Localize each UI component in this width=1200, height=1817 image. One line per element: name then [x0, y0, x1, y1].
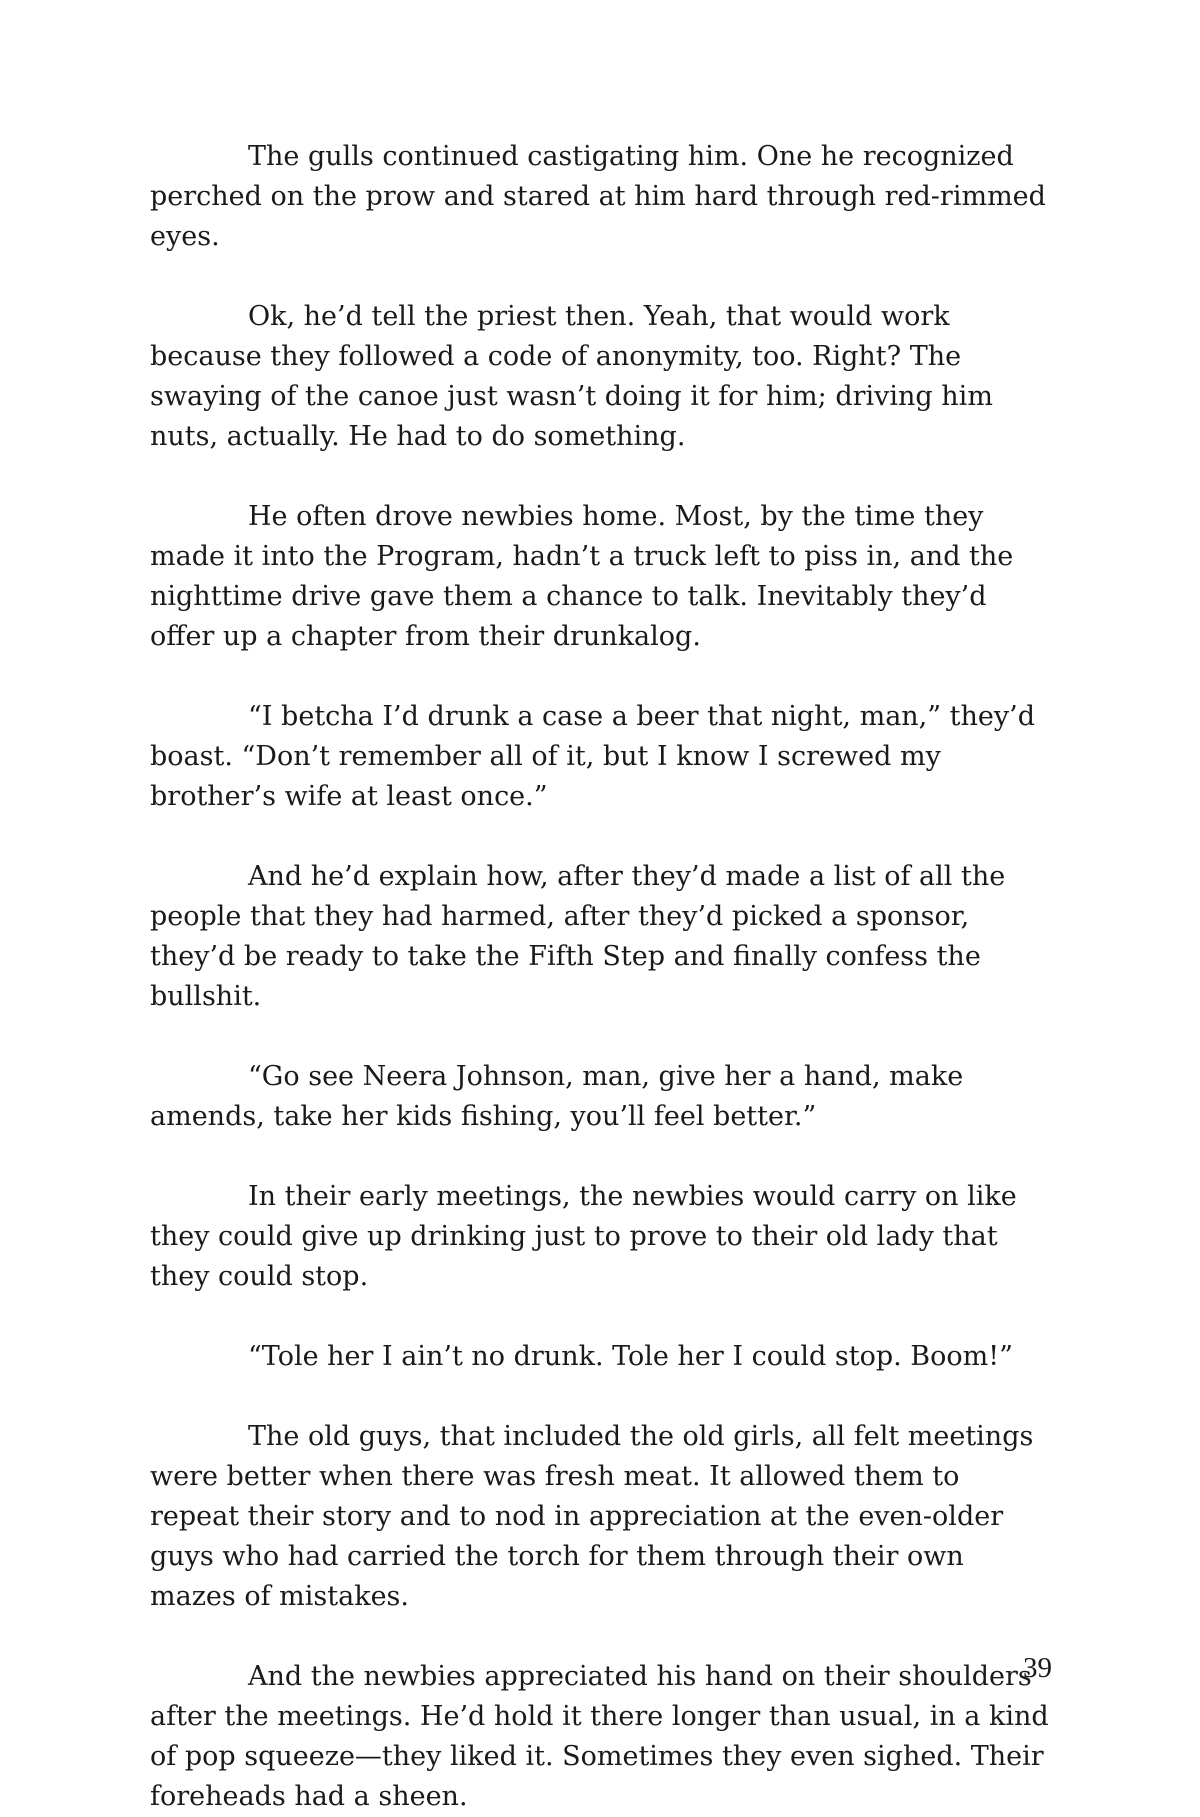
- paragraph: “I betcha I’d drunk a case a beer that night, man,” they’d boast. “Don’t remember all of it, but I know I screwed my brother’s wife at least once.”: [150, 701, 1035, 812]
- paragraph: And the newbies appreciated his hand on their shoulders after the meetings. He’d hold it there longer than usual, in a kind of pop squeeze—they liked it. Sometimes they even sighed. Their foreheads had a sheen.: [150, 1661, 1049, 1812]
- body-text: [150, 137, 1050, 1817]
- paragraph: Ok, he’d tell the priest then. Yeah, that would work because they followed a code of anonymity, too. Right? The swaying of the canoe just wasn’t doing it for him; driving him nuts, actually. He had to do something.: [150, 301, 993, 452]
- paragraph: And he’d explain how, after they’d made a list of all the people that they had harmed, after they’d picked a sponsor, they’d be ready to take the Fifth Step and finally confess the bullshit.: [150, 861, 1006, 1012]
- paragraph: “Go see Neera Johnson, man, give her a hand, make amends, take her kids fishing, you’ll feel better.”: [150, 1061, 964, 1132]
- paragraph: “Tole her I ain’t no drunk. Tole her I could stop. Boom!”: [248, 1341, 1013, 1372]
- paragraph: The old guys, that included the old girls, all felt meetings were better when there was fresh meat. It allowed them to repeat their story and to nod in appreciation at the even-older guys who had carried the torch for them through their own mazes of mistakes.: [150, 1421, 1034, 1612]
- paragraph: In their early meetings, the newbies would carry on like they could give up drinking just to prove to their old lady that they could stop.: [150, 1181, 1017, 1292]
- page-number: 39: [1023, 1652, 1052, 1684]
- paragraph: The gulls continued castigating him. One he recognized perched on the prow and stared at him hard through red-rimmed eyes.: [150, 141, 1046, 252]
- paragraph: He often drove newbies home. Most, by the time they made it into the Program, hadn’t a truck left to piss in, and the nighttime drive gave them a chance to talk. Inevitably they’d offer up a chapter from their drunkalog.: [150, 501, 1014, 652]
